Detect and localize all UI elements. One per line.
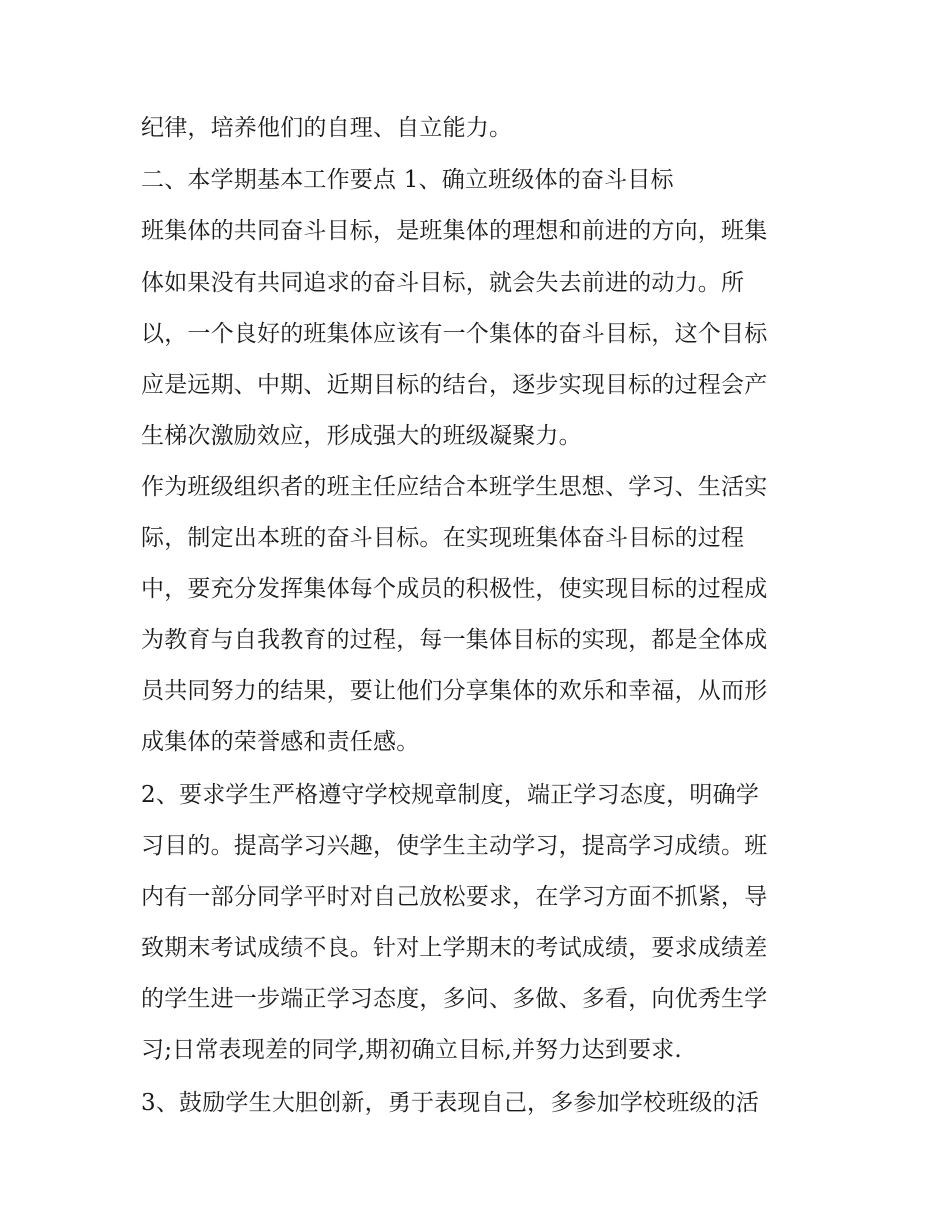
text-line: 应是远期、中期、近期目标的结台，逐步实现目标的过程会产 bbox=[141, 372, 768, 398]
text-line: 二、本学期基本工作要点 1、确立班级体的奋斗目标 bbox=[141, 167, 674, 193]
text-line: 员共同努力的结果，要让他们分享集体的欢乐和幸福，从而形 bbox=[141, 678, 768, 704]
text-line: 作为班级组织者的班主任应结合本班学生思想、学习、生活实 bbox=[141, 474, 768, 500]
text-line: 中，要充分发挥集体每个成员的积极性，使实现目标的过程成 bbox=[141, 576, 768, 602]
text-line: 内有一部分同学平时对自己放松要求，在学习方面不抓紧，导 bbox=[141, 884, 768, 910]
text-line: 致期末考试成绩不良。针对上学期末的考试成绩，要求成绩差 bbox=[141, 935, 768, 961]
text-line: 成集体的荣誉感和责任感。 bbox=[141, 729, 420, 755]
text-line: 2、要求学生严格遵守学校规章制度，端正学习态度，明确学 bbox=[141, 782, 760, 808]
text-line: 3、鼓励学生大胆创新，勇于表现自己，多参加学校班级的活 bbox=[141, 1090, 760, 1116]
text-line: 为教育与自我教育的过程，每一集体目标的实现，都是全体成 bbox=[141, 627, 768, 653]
text-line: 以，一个良好的班集体应该有一个集体的奋斗目标，这个目标 bbox=[141, 321, 768, 347]
text-line: 体如果没有共同追求的奋斗目标，就会失去前进的动力。所 bbox=[141, 270, 745, 296]
text-line: 纪律，培养他们的自理、自立能力。 bbox=[141, 115, 513, 141]
text-line: 生梯次激励效应，形成强大的班级凝聚力。 bbox=[141, 423, 582, 449]
text-line: 习目的。提高学习兴趣，使学生主动学习，提高学习成绩。班 bbox=[141, 833, 768, 859]
text-line: 班集体的共同奋斗目标，是班集体的理想和前进的方向，班集 bbox=[141, 218, 768, 244]
text-line: 际，制定出本班的奋斗目标。在实现班集体奋斗目标的过程 bbox=[141, 525, 745, 551]
text-line: 习;日常表现差的同学,期初确立目标,并努力达到要求. bbox=[141, 1037, 682, 1063]
text-line: 的学生进一步端正学习态度，多问、多做、多看，向优秀生学 bbox=[141, 986, 768, 1012]
